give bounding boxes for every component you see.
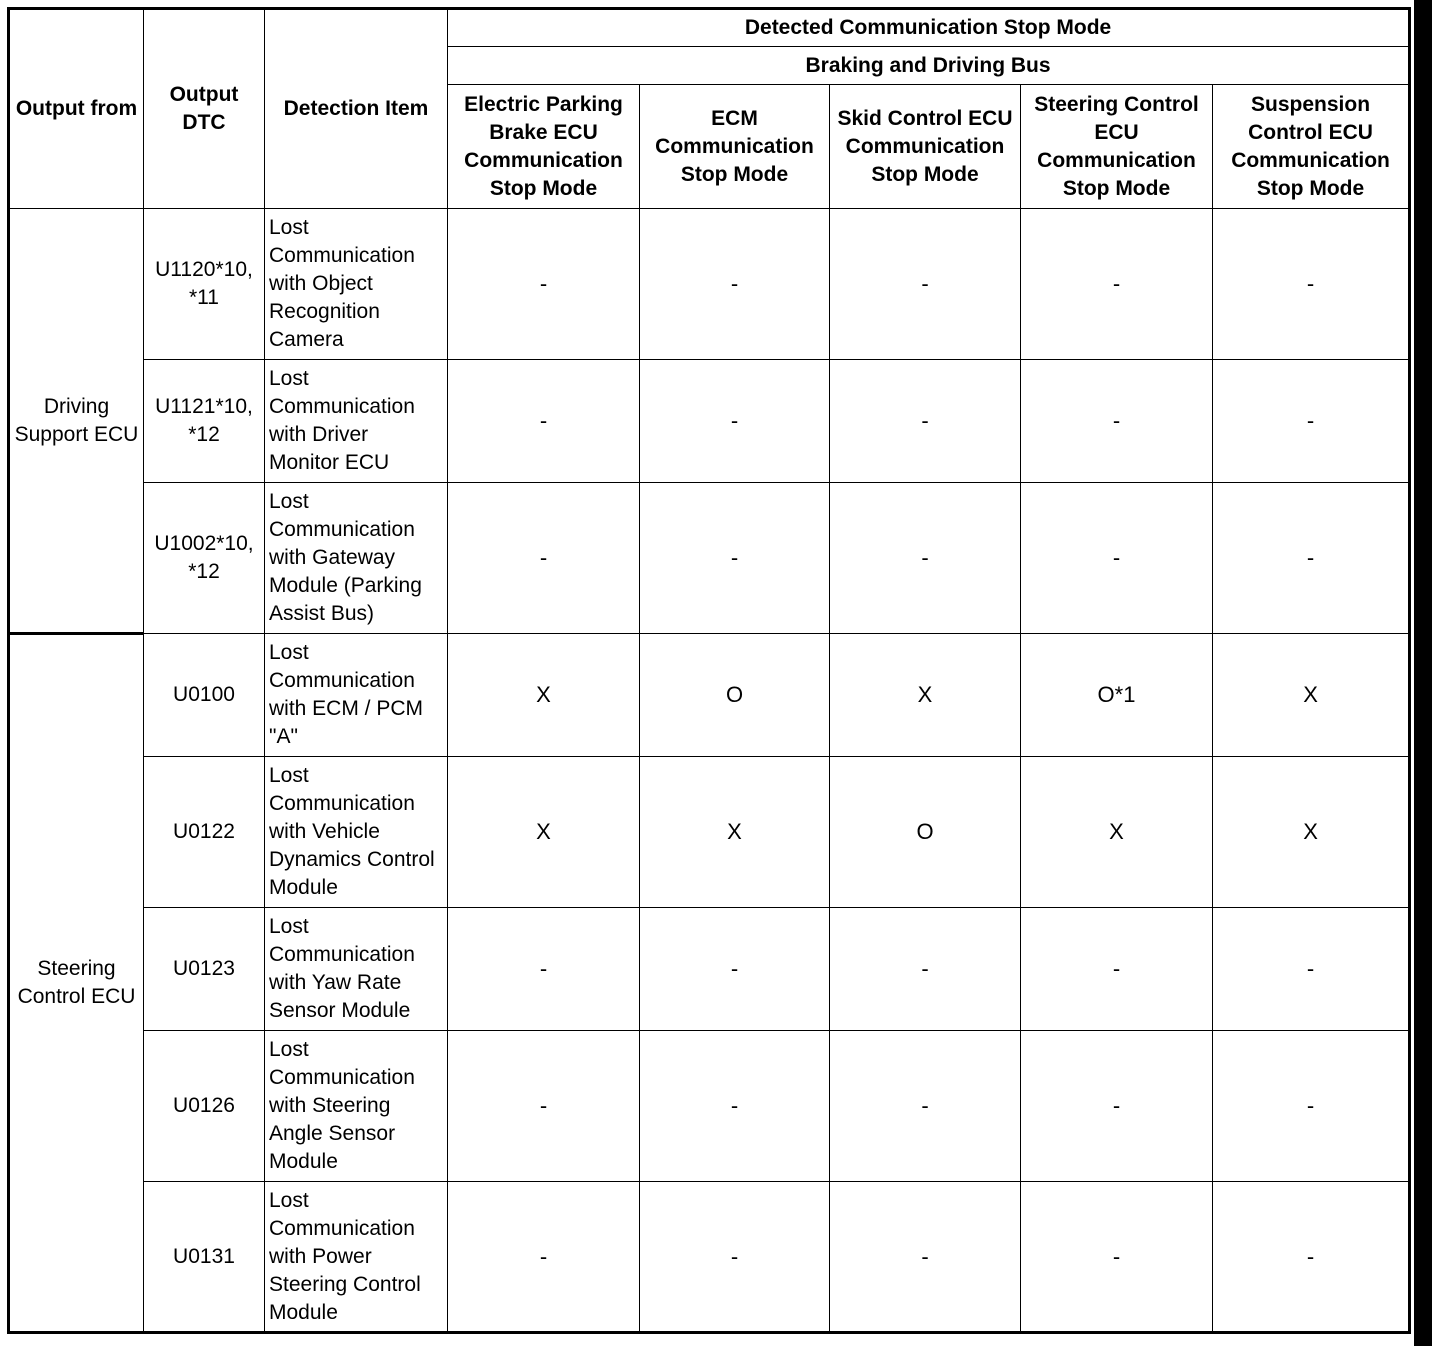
mark-cell: - (830, 1031, 1021, 1182)
mark-cell: O (640, 634, 830, 757)
mark-cell: X (448, 634, 640, 757)
mark-cell: - (1021, 483, 1213, 634)
mark-cell: - (1213, 483, 1410, 634)
detection-item-cell: Lost Communication with Gateway Module (Parking Assist Bus) (265, 483, 448, 634)
dtc-cell: U0123 (144, 908, 265, 1031)
header-detected-communication-stop-mode: Detected Communication Stop Mode (448, 9, 1410, 47)
dtc-cell: U1002*10, *12 (144, 483, 265, 634)
dtc-cell: U1120*10, *11 (144, 209, 265, 360)
mark-cell: - (448, 360, 640, 483)
dtc-cell: U1121*10, *12 (144, 360, 265, 483)
detection-item-cell: Lost Communication with Object Recognition Camera (265, 209, 448, 360)
mark-cell: - (830, 1182, 1021, 1333)
mark-cell: - (640, 1031, 830, 1182)
header-epb-ecu-stop-mode: Electric Parking Brake ECU Communication Stop Mode (448, 85, 640, 209)
mark-cell: - (640, 908, 830, 1031)
mark-cell: X (1021, 757, 1213, 908)
table-row (9, 1031, 1410, 1182)
mark-cell: - (448, 1031, 640, 1182)
dtc-cell: U0131 (144, 1182, 265, 1333)
mark-cell: - (448, 908, 640, 1031)
detection-item-cell: Lost Communication with Yaw Rate Sensor Module (265, 908, 448, 1031)
output-from-cell: Steering Control ECU (9, 634, 144, 1333)
mark-cell: - (1021, 209, 1213, 360)
header-steering-control-ecu-stop-mode: Steering Control ECU Communication Stop Mode (1021, 85, 1213, 209)
header-output-dtc: Output DTC (144, 9, 265, 209)
mark-cell: O (830, 757, 1021, 908)
table-row (9, 908, 1410, 1031)
mark-cell: - (1213, 1182, 1410, 1333)
mark-cell: - (830, 908, 1021, 1031)
mark-cell: O*1 (1021, 634, 1213, 757)
mark-cell: - (1213, 908, 1410, 1031)
mark-cell: - (830, 360, 1021, 483)
detection-item-cell: Lost Communication with Steering Angle Sensor Module (265, 1031, 448, 1182)
mark-cell: - (640, 209, 830, 360)
table-row (9, 634, 1410, 757)
table-row (9, 360, 1410, 483)
detection-item-cell: Lost Communication with Power Steering Control Module (265, 1182, 448, 1333)
mark-cell: - (1021, 1182, 1213, 1333)
mark-cell: - (1021, 360, 1213, 483)
header-detection-item: Detection Item (265, 9, 448, 209)
dtc-communication-stop-mode-table (7, 7, 1411, 1334)
mark-cell: - (640, 360, 830, 483)
dtc-cell: U0100 (144, 634, 265, 757)
mark-cell: - (448, 209, 640, 360)
mark-cell: - (1021, 908, 1213, 1031)
mark-cell: - (1213, 360, 1410, 483)
mark-cell: - (1021, 1031, 1213, 1182)
header-suspension-control-ecu-stop-mode: Suspension Control ECU Communication Stop Mode (1213, 85, 1410, 209)
header-output-from: Output from (9, 9, 144, 209)
mark-cell: - (830, 483, 1021, 634)
header-ecm-stop-mode: ECM Communication Stop Mode (640, 85, 830, 209)
mark-cell: - (1213, 1031, 1410, 1182)
mark-cell: - (448, 483, 640, 634)
detection-item-cell: Lost Communication with ECM / PCM "A" (265, 634, 448, 757)
mark-cell: X (830, 634, 1021, 757)
header-skid-control-ecu-stop-mode: Skid Control ECU Communication Stop Mode (830, 85, 1021, 209)
mark-cell: - (640, 483, 830, 634)
mark-cell: - (640, 1182, 830, 1333)
dtc-cell: U0126 (144, 1031, 265, 1182)
dtc-cell: U0122 (144, 757, 265, 908)
right-edge-bar (1414, 0, 1432, 1346)
mark-cell: X (1213, 757, 1410, 908)
mark-cell: X (448, 757, 640, 908)
table-row (9, 483, 1410, 634)
table-row (9, 757, 1410, 908)
detection-item-cell: Lost Communication with Driver Monitor ECU (265, 360, 448, 483)
table-row (9, 1182, 1410, 1333)
output-from-cell: Driving Support ECU (9, 209, 144, 634)
mark-cell: - (830, 209, 1021, 360)
mark-cell: X (640, 757, 830, 908)
mark-cell: - (448, 1182, 640, 1333)
header-braking-and-driving-bus: Braking and Driving Bus (448, 47, 1410, 85)
mark-cell: - (1213, 209, 1410, 360)
table-row (9, 209, 1410, 360)
detection-item-cell: Lost Communication with Vehicle Dynamics Control Module (265, 757, 448, 908)
mark-cell: X (1213, 634, 1410, 757)
